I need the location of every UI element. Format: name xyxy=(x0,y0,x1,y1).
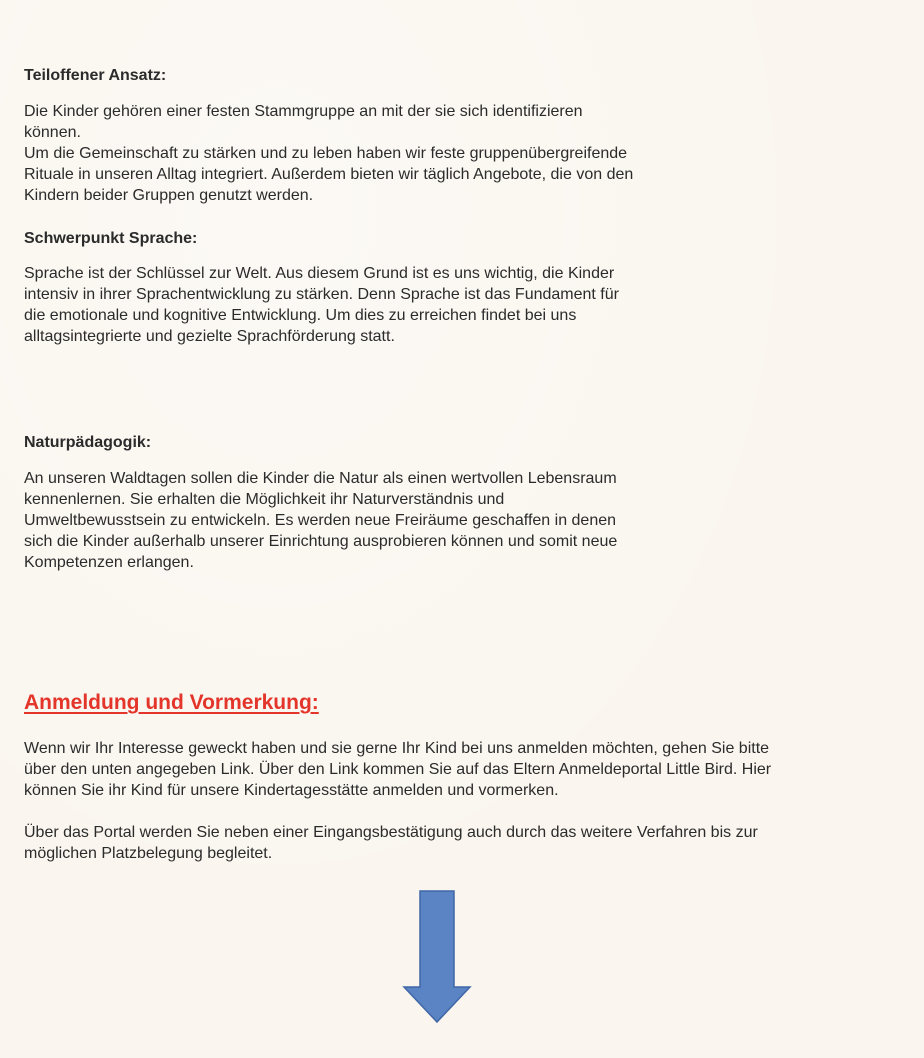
registration-title: Anmeldung und Vormerkung: xyxy=(24,691,319,714)
heading-teiloffener-ansatz: Teiloffener Ansatz: xyxy=(24,67,167,84)
paragraph-teiloffener-ansatz: Die Kinder gehören einer festen Stammgruppe an mit der sie sich identifizieren können. Um die Gemeinschaft zu stärken und zu leben haben wir feste gruppenübergreifende Rituale in unseren Alltag integriert. Außerdem bieten wir täglich Angebote, die von den Kindern beider Gruppen genutzt werden. xyxy=(24,103,634,204)
registration-paragraph-2: Über das Portal werden Sie neben einer Eingangsbestätigung auch durch das weitere Verfahren bis zur möglichen Platzbelegung begleitet. xyxy=(24,824,758,862)
registration-paragraph-1: Wenn wir Ihr Interesse geweckt haben und sie gerne Ihr Kind bei uns anmelden möchten, gehen Sie bitte über den unten angegeben Link. Über den Link kommen Sie auf das Eltern Anmeldeportal Little Bird. Hier können Sie ihr Kind für unsere Kindertagesstätte anmelden und vormerken. xyxy=(24,740,772,799)
heading-naturpaedagogik: Naturpädagogik: xyxy=(24,434,152,451)
paragraph-naturpaedagogik: An unseren Waldtagen sollen die Kinder die Natur als einen wertvollen Lebensraum kennenlernen. Sie erhalten die Möglichkeit ihr Naturverständnis und Umweltbewusstsein zu entwickeln. Es werden neue Freiräume geschaffen in denen sich die Kinder außerhalb unserer Einrichtung ausprobieren können und somit neue Kompetenzen erlangen. xyxy=(24,470,618,571)
heading-schwerpunkt-sprache: Schwerpunkt Sprache: xyxy=(24,230,198,247)
down-arrow-icon xyxy=(402,890,472,1024)
paragraph-schwerpunkt-sprache: Sprache ist der Schlüssel zur Welt. Aus diesem Grund ist es uns wichtig, die Kinder intensiv in ihrer Sprachentwicklung zu stärken. Denn Sprache ist das Fundament für die emotionale und kognitive Entwicklung. Um dies zu erreichen findet bei uns alltagsintegrierte und gezielte Sprachförderung statt. xyxy=(24,265,619,345)
